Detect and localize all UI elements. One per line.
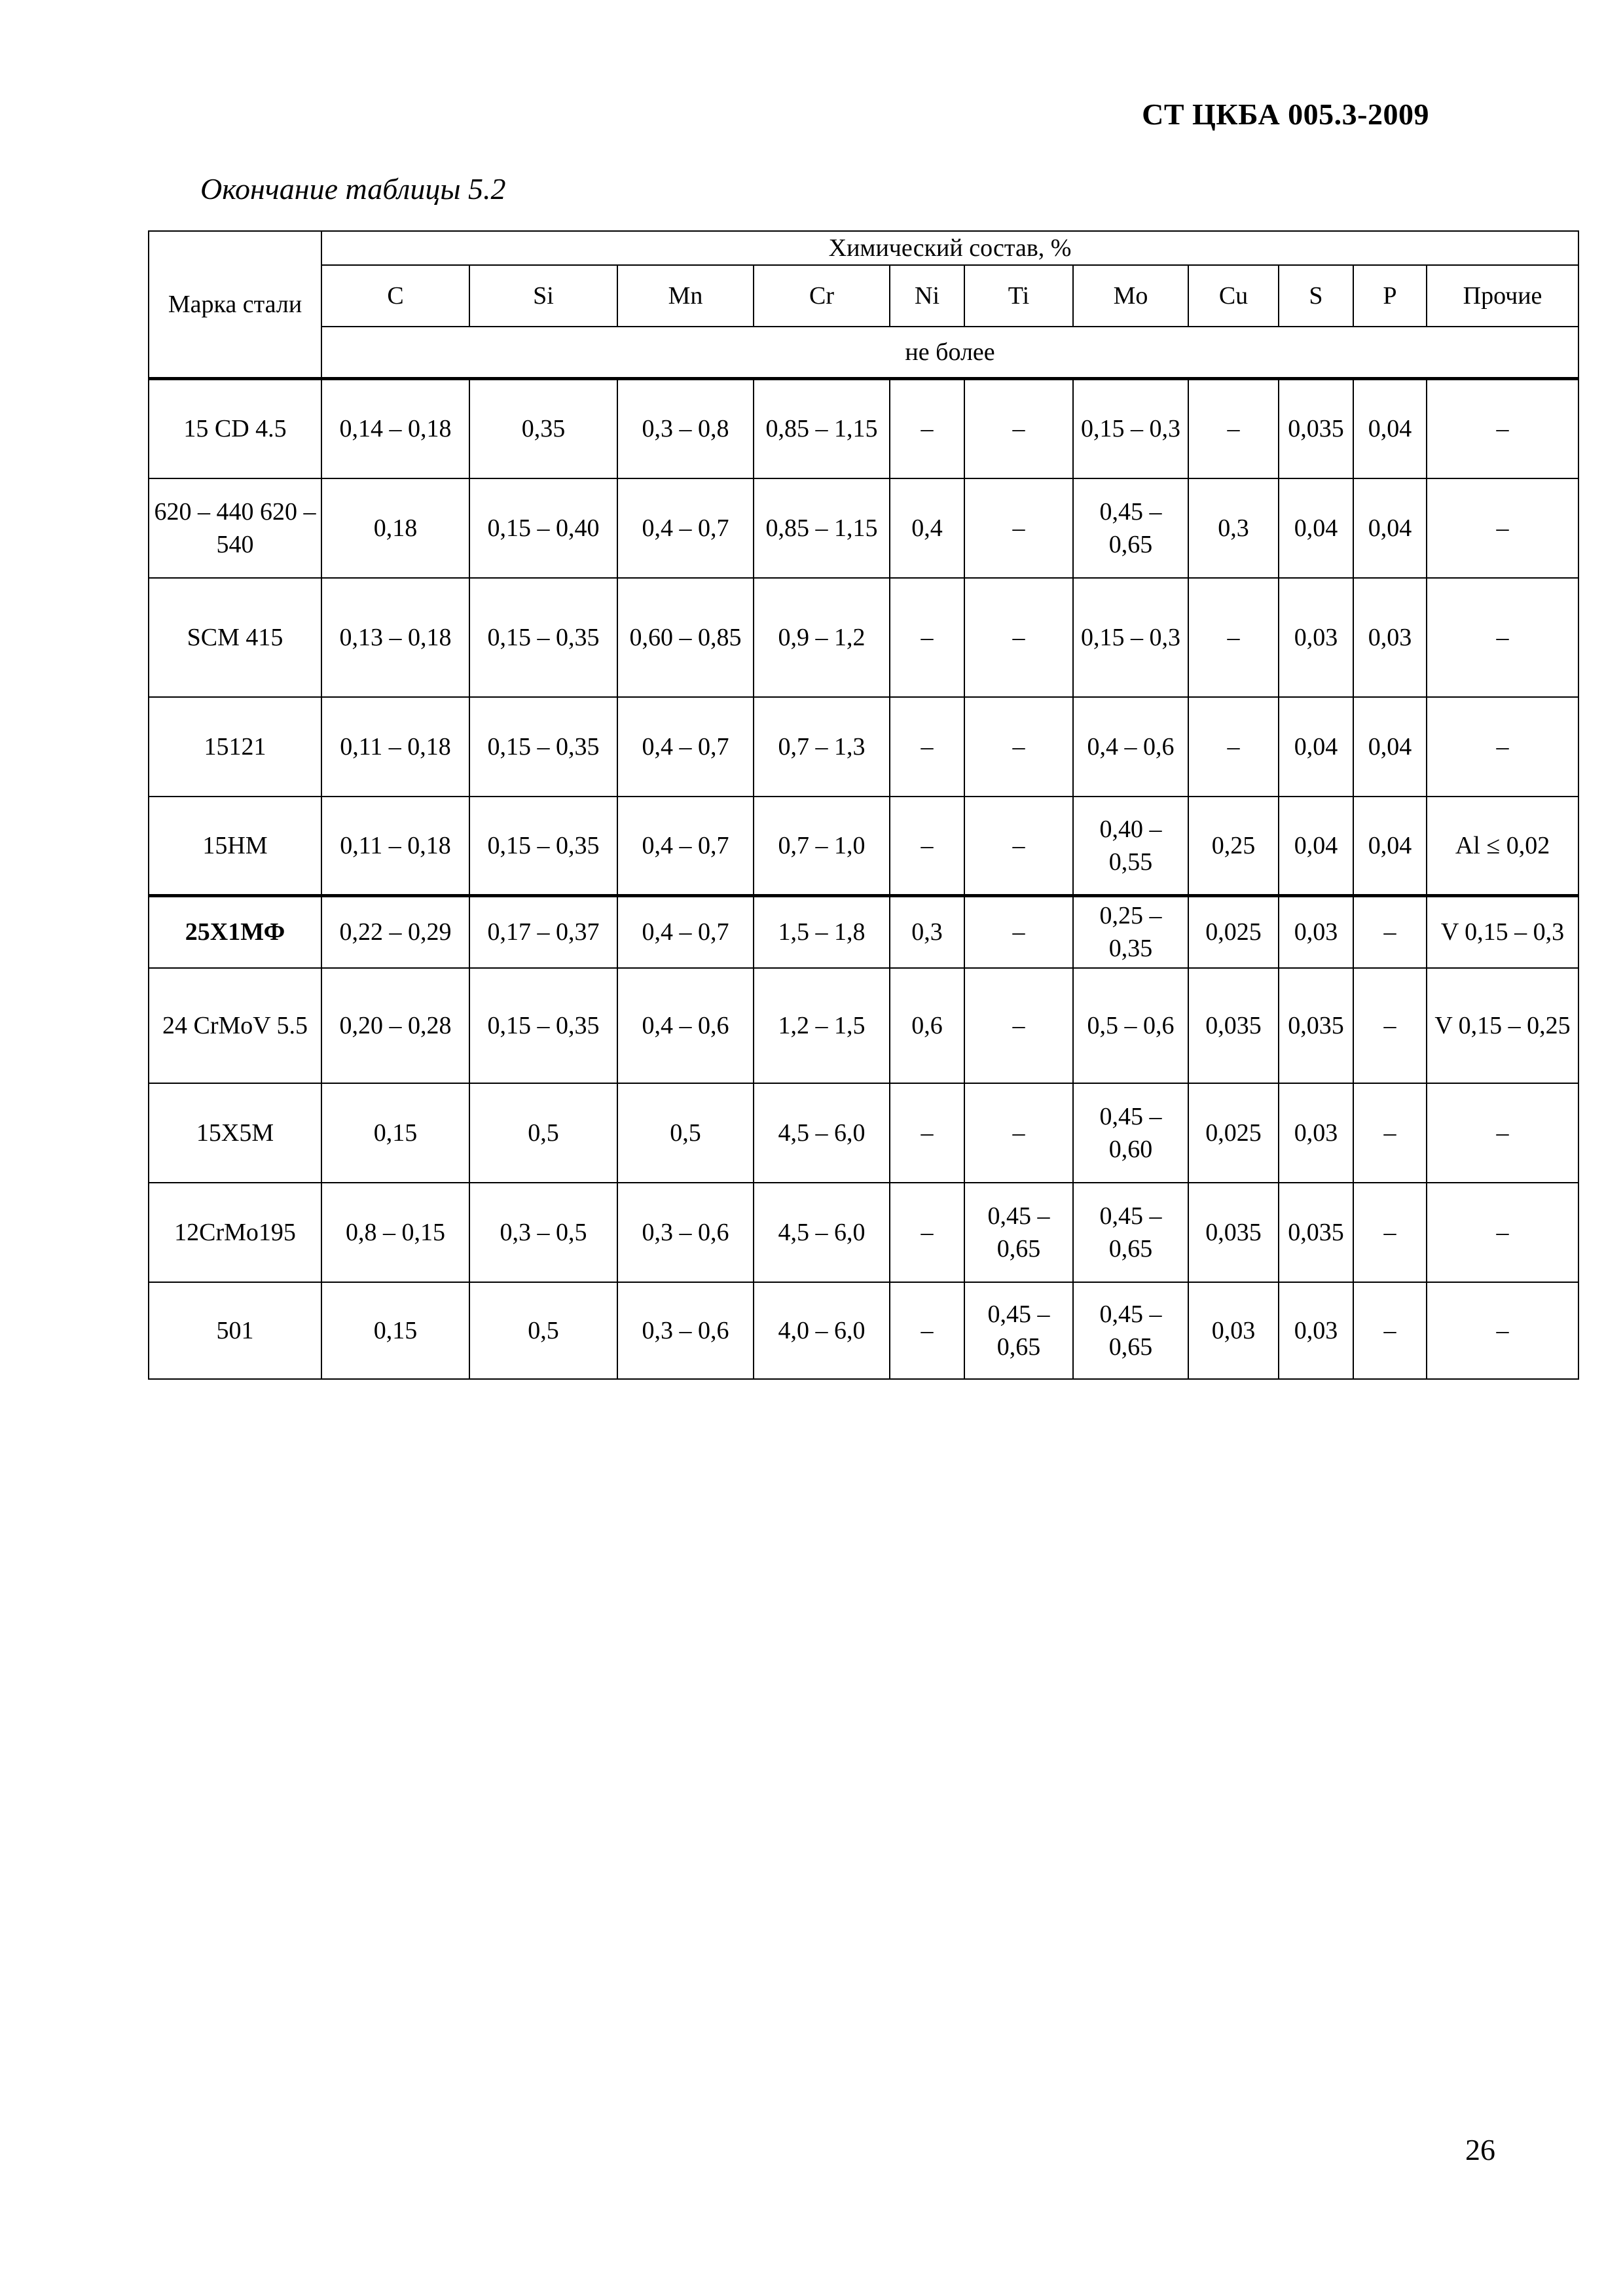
value-cell: 0,03 — [1279, 578, 1353, 697]
value-cell: 4,5 – 6,0 — [754, 1183, 890, 1282]
value-cell: – — [890, 1282, 964, 1379]
header-row-limit — [149, 327, 1578, 379]
composition-header: Химический состав, % — [321, 231, 1578, 265]
value-cell: 0,40 – 0,55 — [1073, 797, 1188, 896]
value-cell: 0,4 – 0,7 — [617, 896, 754, 968]
value-cell: 0,025 — [1188, 896, 1279, 968]
value-cell: 0,35 — [469, 379, 617, 478]
value-cell: 0,3 — [890, 896, 964, 968]
value-cell: 0,03 — [1279, 1282, 1353, 1379]
table-row — [149, 1183, 1578, 1282]
value-cell: 0,85 – 1,15 — [754, 379, 890, 478]
value-cell: – — [1353, 896, 1427, 968]
value-cell: 0,3 – 0,6 — [617, 1282, 754, 1379]
grade-cell: 24 CrMoV 5.5 — [149, 968, 321, 1083]
value-cell: – — [890, 1183, 964, 1282]
value-cell: 0,4 – 0,7 — [617, 478, 754, 578]
value-cell: 0,3 – 0,5 — [469, 1183, 617, 1282]
header-row-elements — [149, 265, 1578, 327]
value-cell: 0,4 – 0,7 — [617, 697, 754, 797]
value-cell: – — [964, 968, 1073, 1083]
value-cell: 0,22 – 0,29 — [321, 896, 469, 968]
value-cell: 0,25 — [1188, 797, 1279, 896]
grade-cell: 12CrMo195 — [149, 1183, 321, 1282]
element-header: Прочие — [1427, 265, 1578, 327]
value-cell: – — [964, 697, 1073, 797]
value-cell: 0,15 — [321, 1282, 469, 1379]
value-cell: 0,04 — [1279, 797, 1353, 896]
value-cell: 0,11 – 0,18 — [321, 797, 469, 896]
value-cell: 0,15 – 0,40 — [469, 478, 617, 578]
value-cell: – — [1427, 697, 1578, 797]
value-cell: 0,18 — [321, 478, 469, 578]
value-cell: 4,5 – 6,0 — [754, 1083, 890, 1183]
value-cell: – — [890, 697, 964, 797]
value-cell: 0,45 – 0,65 — [1073, 1183, 1188, 1282]
value-cell: – — [890, 578, 964, 697]
value-cell: 0,15 — [321, 1083, 469, 1183]
value-cell: – — [1353, 1183, 1427, 1282]
value-cell: – — [1427, 1183, 1578, 1282]
document-code: СТ ЦКБА 005.3-2009 — [1142, 98, 1429, 131]
value-cell: – — [1353, 1083, 1427, 1183]
header-row-composition — [149, 231, 1578, 265]
value-cell: – — [1427, 1083, 1578, 1183]
value-cell: – — [964, 379, 1073, 478]
value-cell: 0,035 — [1279, 1183, 1353, 1282]
grade-cell: 25Х1МФ — [149, 896, 321, 968]
value-cell: 0,85 – 1,15 — [754, 478, 890, 578]
value-cell: 0,5 — [469, 1083, 617, 1183]
table-row — [149, 379, 1578, 478]
value-cell: 0,035 — [1279, 379, 1353, 478]
value-cell: – — [964, 896, 1073, 968]
value-cell: – — [1427, 578, 1578, 697]
value-cell: – — [890, 1083, 964, 1183]
grade-cell: 15HM — [149, 797, 321, 896]
value-cell: V 0,15 – 0,3 — [1427, 896, 1578, 968]
grade-cell: 15Х5М — [149, 1083, 321, 1183]
value-cell: 0,04 — [1353, 697, 1427, 797]
value-cell: 0,04 — [1279, 697, 1353, 797]
value-cell: 0,15 – 0,3 — [1073, 379, 1188, 478]
grade-cell: 620 – 440 620 – 540 — [149, 478, 321, 578]
value-cell: 0,4 — [890, 478, 964, 578]
value-cell: 0,03 — [1188, 1282, 1279, 1379]
value-cell: – — [1188, 697, 1279, 797]
value-cell: 0,04 — [1279, 478, 1353, 578]
table-caption: Окончание таблицы 5.2 — [200, 172, 506, 206]
value-cell: – — [964, 478, 1073, 578]
value-cell: 0,8 – 0,15 — [321, 1183, 469, 1282]
value-cell: 0,04 — [1353, 379, 1427, 478]
value-cell: – — [1427, 379, 1578, 478]
value-cell: 0,17 – 0,37 — [469, 896, 617, 968]
value-cell: 0,20 – 0,28 — [321, 968, 469, 1083]
element-header: Ti — [964, 265, 1073, 327]
value-cell: 0,4 – 0,6 — [1073, 697, 1188, 797]
value-cell: 4,0 – 6,0 — [754, 1282, 890, 1379]
value-cell: – — [1427, 1282, 1578, 1379]
value-cell: – — [890, 797, 964, 896]
value-cell: 0,035 — [1279, 968, 1353, 1083]
table-row — [149, 1282, 1578, 1379]
value-cell: 0,03 — [1279, 896, 1353, 968]
element-header: Cu — [1188, 265, 1279, 327]
grade-cell: 15 CD 4.5 — [149, 379, 321, 478]
value-cell: 0,15 – 0,3 — [1073, 578, 1188, 697]
table-row — [149, 797, 1578, 896]
table-row — [149, 968, 1578, 1083]
value-cell: – — [890, 379, 964, 478]
value-cell: 0,15 – 0,35 — [469, 968, 617, 1083]
value-cell: 0,6 — [890, 968, 964, 1083]
value-cell: 0,03 — [1353, 578, 1427, 697]
value-cell: 0,4 – 0,6 — [617, 968, 754, 1083]
value-cell: 0,5 – 0,6 — [1073, 968, 1188, 1083]
value-cell: 0,5 — [617, 1083, 754, 1183]
element-header: Cr — [754, 265, 890, 327]
value-cell: 0,03 — [1279, 1083, 1353, 1183]
table-row — [149, 1083, 1578, 1183]
value-cell: 0,035 — [1188, 1183, 1279, 1282]
value-cell: 0,035 — [1188, 968, 1279, 1083]
element-header: Ni — [890, 265, 964, 327]
value-cell: 0,45 – 0,65 — [1073, 478, 1188, 578]
value-cell: 0,4 – 0,7 — [617, 797, 754, 896]
grade-cell: 15121 — [149, 697, 321, 797]
value-cell: 0,3 – 0,8 — [617, 379, 754, 478]
value-cell: 0,04 — [1353, 478, 1427, 578]
table-row — [149, 478, 1578, 578]
value-cell: 0,3 – 0,6 — [617, 1183, 754, 1282]
table-row — [149, 896, 1578, 968]
value-cell: 0,7 – 1,0 — [754, 797, 890, 896]
value-cell: 0,11 – 0,18 — [321, 697, 469, 797]
element-header: Mn — [617, 265, 754, 327]
value-cell: 1,2 – 1,5 — [754, 968, 890, 1083]
value-cell: 0,15 – 0,35 — [469, 797, 617, 896]
grade-cell: SCM 415 — [149, 578, 321, 697]
value-cell: – — [1188, 379, 1279, 478]
value-cell: 0,7 – 1,3 — [754, 697, 890, 797]
table-row — [149, 697, 1578, 797]
value-cell: – — [964, 1083, 1073, 1183]
value-cell: 0,15 – 0,35 — [469, 697, 617, 797]
value-cell: – — [1427, 478, 1578, 578]
value-cell: 0,25 – 0,35 — [1073, 896, 1188, 968]
value-cell: 0,5 — [469, 1282, 617, 1379]
element-header: Si — [469, 265, 617, 327]
limit-note: не более — [321, 327, 1578, 379]
chemical-composition-table — [148, 230, 1579, 1380]
value-cell: 0,15 – 0,35 — [469, 578, 617, 697]
value-cell: 0,025 — [1188, 1083, 1279, 1183]
value-cell: 0,13 – 0,18 — [321, 578, 469, 697]
value-cell: 0,60 – 0,85 — [617, 578, 754, 697]
element-header: Mo — [1073, 265, 1188, 327]
grade-column-header: Марка стали — [149, 231, 321, 379]
value-cell: Al ≤ 0,02 — [1427, 797, 1578, 896]
value-cell: 0,45 – 0,65 — [964, 1183, 1073, 1282]
value-cell: 0,04 — [1353, 797, 1427, 896]
value-cell: – — [1353, 1282, 1427, 1379]
value-cell: 0,45 – 0,65 — [964, 1282, 1073, 1379]
value-cell: 0,14 – 0,18 — [321, 379, 469, 478]
value-cell: – — [964, 797, 1073, 896]
value-cell: – — [1188, 578, 1279, 697]
element-header: P — [1353, 265, 1427, 327]
value-cell: – — [1353, 968, 1427, 1083]
grade-cell: 501 — [149, 1282, 321, 1379]
value-cell: 0,3 — [1188, 478, 1279, 578]
value-cell: – — [964, 578, 1073, 697]
page-number: 26 — [1465, 2133, 1495, 2166]
value-cell: 0,45 – 0,60 — [1073, 1083, 1188, 1183]
element-header: S — [1279, 265, 1353, 327]
table-row — [149, 578, 1578, 697]
value-cell: V 0,15 – 0,25 — [1427, 968, 1578, 1083]
value-cell: 0,9 – 1,2 — [754, 578, 890, 697]
element-header: C — [321, 265, 469, 327]
value-cell: 0,45 – 0,65 — [1073, 1282, 1188, 1379]
value-cell: 1,5 – 1,8 — [754, 896, 890, 968]
